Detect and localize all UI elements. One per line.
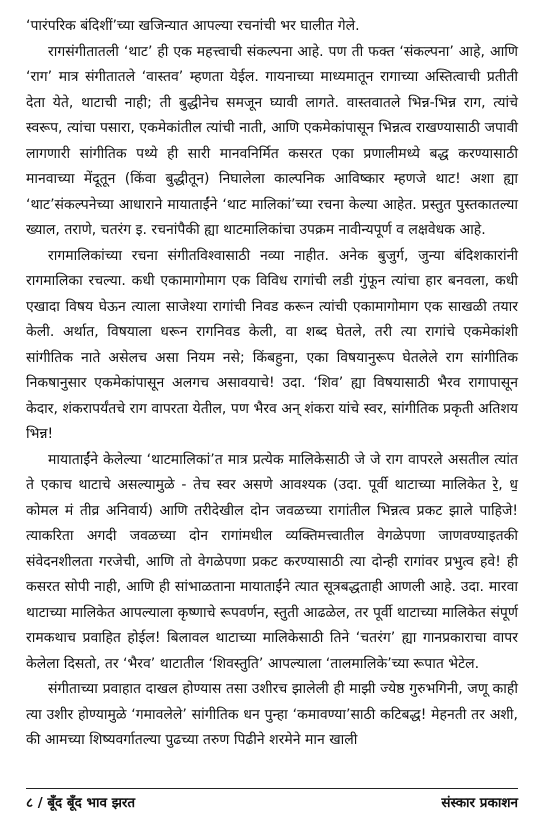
paragraph-2: रागसंगीतातली ‘थाट’ ही एक महत्त्वाची संकल्पना आहे. पण ती फक्त ‘संकल्पना’ आहे, आणि ‘राग’ मात्र संगीतातले ‘वास्तव’ म्हणता येईल. गायनाच्या माध्यमातून रागाच्या अस्तित्वाची प्रतीती देता येते, थाटाची नाही; ती बुद्धीनेच समजून घ्यावी लागते. वास्तवातले भिन्न-भिन्न राग, त्यांचे स्वरूप, त्यांचा पसारा, एकमेकांतील त्यांची नाती, आणि एकमेकांपासून भिन्नत्व राखण्यासाठी जपावी लागणारी सांगीतिक पथ्ये ही सारी मानवनिर्मित कसरत एका प्रणालीमध्ये बद्ध करण्यासाठी मानवाच्या मेंदूतून (किंवा बुद्धीतून) निघालेला काल्पनिक आविष्कार म्हणजे थाट! अशा ह्या ‘थाट’संकल्पनेच्या आधाराने मायाताईंने ‘थाट मालिकां’च्या रचना केल्या आहेत. प्रस्तुत पुस्तकातल्या ख्याल, तराणे, चतरंग इ. रचनांपैकी ह्या थाटमालिकांचा उपक्रम नावीन्यपूर्ण व लक्षवेधक आहे. — [26, 43, 518, 238]
footer-publisher: संस्कार प्रकाशन — [441, 795, 518, 811]
footer-page-title: ८ / बूँद बूँद भाव झरत — [26, 795, 136, 811]
paragraph-3: रागमालिकांच्या रचना संगीतविश्वासाठी नव्या नाहीत. अनेक बुजुर्ग, जुन्या बंदिशकारांनी रागमालिका रचल्या. कधी एकामागोमाग एक विविध रागांची लडी गुंफून त्यांचा हार बनवला, कधी एखादा विषय घेऊन त्याला साजेश्या रागांची निवड करून त्यांची एकामागोमाग एक साखळी तयार केली. अर्थात, विषयाला धरून रागनिवड केली, वा शब्द घेतले, तरी त्या रागांचे एकमेकांशी सांगीतिक नाते असेलच असा नियम नसे; किंबहुना, एका विषयानुरूप घेतलेले राग सांगीतिक निकषानुसार एकमेकांपासून अलगच असावयाचे! उदा. ‘शिव’ ह्या विषयासाठी भैरव रागापासून केदार, शंकरापर्यंतचे राग वापरता येतील, पण भैरव अन् शंकरा यांचे स्वर, सांगीतिक प्रकृती अतिशय भिन्न! — [26, 247, 518, 442]
paragraph-5: संगीताच्या प्रवाहात दाखल होण्यास तसा उशीरच झालेली ही माझी ज्येष्ठ गुरुभगिनी, जणू काही त्या उशीर होण्यामुळे ‘गमावलेले’ सांगीतिक धन पुन्हा ‘कमावण्या’साठी कटिबद्ध! मेहनती तर अशी, की आमच्या शिष्यवर्गातल्या पुढच्या तरुण पिढीने शरमेने मान खाली — [26, 681, 518, 748]
paragraph-4: मायाताईंने केलेल्या ‘थाटमालिकां’त मात्र प्रत्येक मालिकेसाठी जे जे राग वापरले असतील त्यांत ते एकाच थाटाचे असल्यामुळे - तेच स्वर असणे आवश्यक (उदा. पूर्वी थाटाच्या मालिकेत रे॒, ध॒ कोमल मं तीव्र अनिवार्य) आणि तरीदेखील दोन जवळच्या रागांतील भिन्नत्व प्रकट झाले पाहिजे! त्याकरिता अगदी जवळच्या दोन रागांमधील व्यक्तिमत्त्वातील वेगळेपणा जाणवण्याइतकी संवेदनशीलता गरजेची, आणि तो वेगळेपणा प्रकट करण्यासाठी त्या दोन्ही रागांवर प्रभुत्व हवे! ही कसरत सोपी नाही, आणि ही सांभाळताना मायाताईंने त्यात सूत्रबद्धताही आणली आहे. उदा. मारवा थाटाच्या मालिकेत आपल्याला कृष्णाचे रूपवर्णन, स्तुती आढळेल, तर पूर्वी थाटाच्या मालिकेत संपूर्ण रामकथाच प्रवाहित होईल! बिलावल थाटाच्या मालिकेसाठी तिने ‘चतरंग’ ह्या गानप्रकाराचा वापर केलेला दिसतो, तर ‘भैरव’ थाटातील ‘शिवस्तुति’ आपल्याला ‘तालमालिके’च्या रूपात भेटेल. — [26, 451, 518, 672]
page-footer — [26, 788, 518, 811]
page-body — [26, 14, 518, 754]
paragraph-1: ‘पारंपरिक बंदिशीं’च्या खजिन्यात आपल्या रचनांची भर घालीत गेले. — [26, 18, 360, 34]
